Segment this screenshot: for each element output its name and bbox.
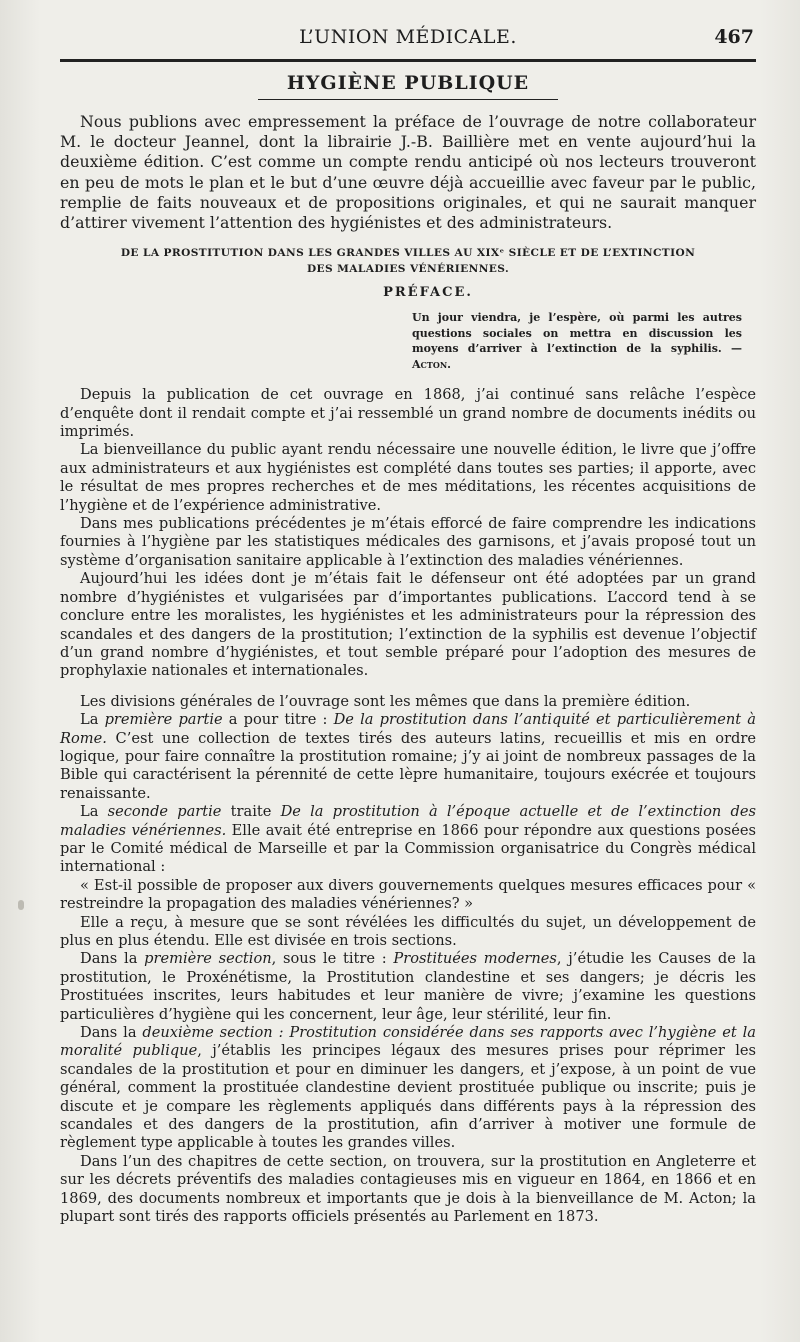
p6-italic-title: De la prostitution dans l’antiquité et particulièrement à Rome. [60,711,757,747]
page-number: 467 [714,26,754,48]
paragraph-4: Aujourd’hui les idées dont je m’étais fait le défenseur ont été adoptées par un grand nombre d’hygiénistes et vulgarisées par d’importantes publications. L’accord tend à se conclure entre les moralistes, les hygiénistes et les administrateurs pour la répression des scandales et des dangers de la prostitution; l’extinction de la syphilis est devenue l’objectif d’un grand nombre d’hygiénistes, et tout semble préparé pour l’adoption des mesures de prophylaxie nationales et internationales. [60,570,756,680]
book-title-line-1: DE LA PROSTITUTION DANS LES GRANDES VILLES AU XIXᵉ SIÈCLE ET DE L’EXTINCTION [120,247,696,260]
p7-text-e: Elle avait été entreprise en 1866 pour répondre aux questions posées par le Comité médical de Marseille et par la Commission organisatrice du Congrès médical international : [60,821,756,876]
p7-italic-part: seconde partie [107,803,222,821]
p11-italic-title: deuxième section : Prostitution considérée dans ses rapports avec l’hygiène et la moralité publique [60,1024,756,1060]
paragraph-5: Les divisions générales de l’ouvrage sont les mêmes que dans la première édition. [80,692,691,710]
header-rule [60,59,756,62]
section-title: HYGIÈNE PUBLIQUE [286,72,530,94]
p10-italic-title: Prostituées modernes [393,950,557,968]
paragraph-10 [60,950,756,1024]
p10-text-c: , sous le titre : [271,950,394,968]
p6-text-c: a pour titre : [222,711,334,729]
p6-text-a: La [80,711,105,729]
paragraph-1: Depuis la publication de cet ouvrage en 1868, j’ai continué sans relâche l’espèce d’enquête dont il rendait compte et j’ai ressemblé un grand nombre de documents inédits ou imprimés. [60,386,756,441]
epigraph [412,310,756,372]
epigraph-author: Acton. [412,357,451,371]
paragraph-3: Dans mes publications précédentes je m’étais efforcé de faire comprendre les indications fournies à l’hygiène par les statistiques médicales des garnisons, et j’avais proposé tout un système d’organisation sanitaire applicable à l’extinction des maladies vénériennes. [60,515,756,569]
p7-text-c: traite [221,803,281,821]
editorial-intro: Nous publions avec empressement la préface de l’ouvrage de notre collaborateur M. le docteur Jeannel, dont la librairie J.-B. Baillière met en vente aujourd’hui la deuxième édition. C’est comme un compte rendu anticipé où nos lecteurs trouveront en peu de mots le plan et le but d’une œuvre déjà accueillie avec faveur par le public, remplie de faits nouveaux et de propositions originales, et qui ne saurait manquer d’attirer vivement l’attention des hygiénistes et des administrateurs. [60,112,756,233]
p11-text-c: , j’établis les principes légaux des mesures prises pour réprimer les scandales de la prostitution et pour en diminuer les dangers, et j’expose, à un point de vue général, comment la prostituée clandestine devient prostituée publique ou inscrite; puis je discute et je compare les règlements appliqués dans différents pays à la répression des scandales et des dangers de la prostitution, afin d’arriver à motiver une formule de règlement type applicable à toutes les grandes villes. [60,1042,757,1152]
p10-text-e: , j’étudie les Causes de la prostitution, le Proxénétisme, la Prostitution clandestine et ses dangers; je décris les Prostituées inscrites, leurs habitudes et leur manière de vivre; j’examine les questions particulières d’hygiène qui les concernent, leur âge, leur stérilité, leur fin. [60,950,756,1023]
p11-text-a: Dans la [80,1024,143,1042]
paragraph-7 [60,803,756,877]
paragraph-11 [60,1024,756,1153]
p6-italic-part: première partie [104,711,223,729]
book-title [60,245,756,277]
p10-italic-section: première section [144,950,272,968]
preface-title: PRÉFACE. [383,285,473,301]
paragraph-12: Dans l’un des chapitres de cette section, on trouvera, sur la prostitution en Angleterre et sur les décrets préventifs des maladies contagieuses mis en vigueur en 1864, en 1866 et en 1869, des documents nombreux et importants que je dois à la bienveillance de M. Acton; la plupart sont tirés des rapports officiels présentés au Parlement en 1873. [60,1152,756,1226]
p7-italic-title: De la prostitution à l’époque actuelle et de l’extinction des maladies vénériennes. [60,803,756,839]
paragraph-2: La bienveillance du public ayant rendu nécessaire une nouvelle édition, le livre que j’offre aux administrateurs et aux hygiénistes est complété dans toutes ses parties; il apporte, avec le résultat de mes propres recherches et de mes méditations, les récentes acquisitions de l’hygiène et de l’expérience administrative. [60,441,756,514]
running-head [60,20,756,54]
preface-body [60,386,756,1226]
p10-text-a: Dans la [80,950,145,968]
section-title-rule [258,99,558,100]
p7-text-a: La [80,803,108,821]
p6-text-e: C’est une collection de textes tirés des auteurs latins, recueillis et mis en ordre logique, pour faire connaître la prostitution romaine; j’y ai joint de nombreux passages de la Bible qui caractérisent la pérennité de cette lèpre humanitaire, toujours exécrée et toujours renaissante. [60,729,756,802]
margin-mark [18,900,24,910]
running-title: L’UNION MÉDICALE. [299,26,517,48]
epigraph-text: Un jour viendra, je l’espère, où parmi les autres questions sociales on mettra en discussion les moyens d’arriver à l’extinction de la syphilis. — [412,311,742,356]
book-title-line-2: DES MALADIES VÉNÉRIENNES. [306,263,510,276]
paragraph-9: Elle a reçu, à mesure que se sont révélées les difficultés du sujet, un développement de plus en plus étendu. Elle est divisée en trois sections. [60,913,756,949]
paragraph-6 [60,711,756,803]
paragraph-8: « Est-il possible de proposer aux divers gouvernements quelques mesures efficaces pour « restreindre la propagation des maladies vénériennes? » [60,876,756,913]
